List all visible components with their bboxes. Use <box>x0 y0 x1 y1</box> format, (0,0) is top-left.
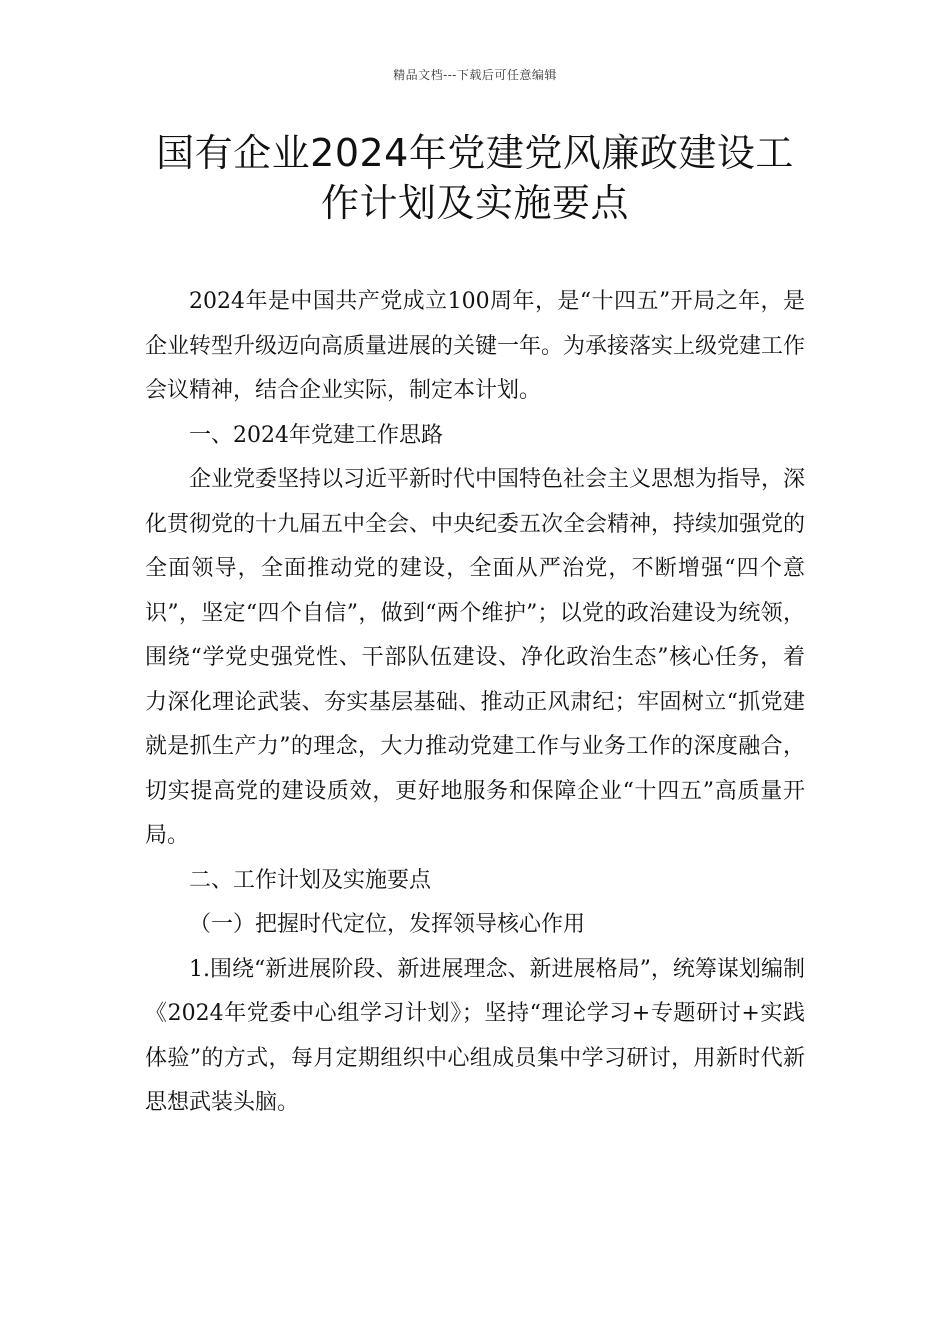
list-item-paragraph: 1.围绕“新进展阶段、新进展理念、新进展格局”，统筹谋划编制《2024年党委中心组学习计划》；坚持“理论学习+专题研讨+实践体验”的方式，每月定期组织中心组成员集中学习研讨，用新时代新思想武装头脑。 <box>145 956 805 1115</box>
header-note: 精品文档---下载后可任意编辑 <box>393 68 557 82</box>
section-heading-1: 一、2024年党建工作思路 <box>189 422 443 448</box>
title-line-2: 作计划及实施要点 <box>320 181 629 225</box>
document-title <box>140 128 810 228</box>
title-line-1: 国有企业2024年党建党风廉政建设工 <box>156 131 794 175</box>
subsection-heading: （一）把握时代定位，发挥领导核心作用 <box>189 912 586 937</box>
intro-paragraph: 2024年是中国共产党成立100周年，是“十四五”开局之年，是企业转型升级迈向高质量进展的关键一年。为承接落实上级党建工作会议精神，结合企业实际，制定本计划。 <box>145 289 806 403</box>
document-body <box>145 280 805 1126</box>
body-paragraph: 企业党委坚持以习近平新时代中国特色社会主义思想为指导，深化贯彻党的十九届五中全会、中央纪委五次全会精神，持续加强党的全面领导，全面推动党的建设，全面从严治党，不断增强“四个意识”，坚定“四个自信”，做到“两个维护”；以党的政治建设为统领，围绕“学党史强党性、干部队伍建设、净化政治生态”核心任务，着力深化理论武装、夯实基层基础、推动正风肃纪；牢固树立“抓党建就是抓生产力”的理念，大力推动党建工作与业务工作的深度融合，切实提高党的建设质效，更好地服务和保障企业“十四五”高质量开局。 <box>145 467 806 848</box>
section-heading-2: 二、工作计划及实施要点 <box>189 867 432 893</box>
